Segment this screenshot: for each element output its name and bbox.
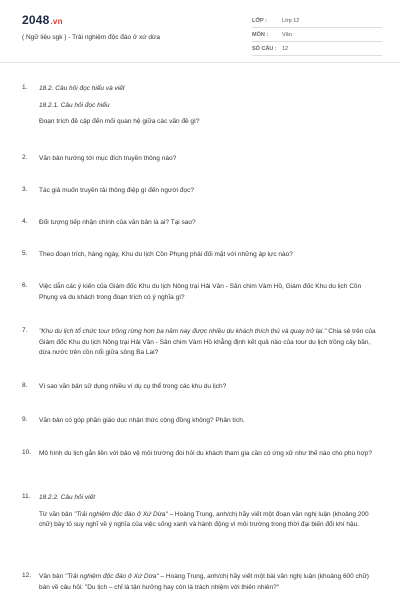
question-number: 3. <box>22 186 28 193</box>
question-text: Văn bản có góp phần giáo dục nhận thức cộng đồng không? Phân tích. <box>39 417 245 424</box>
question-text: Đối tượng tiếp nhận chính của văn bản là ai? Tại sao? <box>39 219 196 226</box>
question-number: 12. <box>22 572 32 579</box>
question-number: 2. <box>22 154 28 161</box>
document-title: ( Ngữ liệu sgk ) - Trải nghiệm độc đáo ở xứ dừa <box>22 34 160 41</box>
question-pre: Văn bản <box>39 573 66 580</box>
question-body <box>39 493 380 531</box>
question-text: Mô hình du lịch gắn liền với bảo vệ môi trường đòi hỏi du khách tham gia cần có ứng xử như thế nào cho phù hợp? <box>39 450 373 457</box>
meta-value: Lớp 12 <box>282 17 300 24</box>
question-number: 1. <box>22 84 28 91</box>
meta-row-subject <box>252 28 382 42</box>
subsection-heading: 18.2.1. Câu hỏi đọc hiểu <box>39 101 110 109</box>
question-text: Văn bản hướng tới mục đích truyền thông nào? <box>39 155 177 162</box>
question-number: 7. <box>22 327 28 334</box>
question-text: Chia sẻ trên của Giám đốc Khu du lịch Nông trại Hải Vân - Sân chim Vàm Hồ khẳng định kết quả nào của tour du lịch trồng cây bần, dừa nước trên cồn nổi giữa sông Ba Lai? <box>39 328 376 356</box>
question-body <box>39 572 380 593</box>
question-quote: "Khu du lịch tổ chức tour trồng rừng hơn ba năm nay được nhiều du khách thích thú và quay trở lại." <box>39 328 327 335</box>
question-number: 11. <box>22 493 31 500</box>
logo-main: 2048 <box>22 13 50 27</box>
question-text: – Hoàng Trung, anh/chị hãy viết một bài văn nghị luận (khoảng 600 chữ) bàn về câu hỏi: "Du lịch – chỉ là tận hưởng hay còn là trách nhiệm với thiên nhiên?" <box>39 573 369 591</box>
question-number: 9. <box>22 416 28 423</box>
meta-row-count <box>252 42 382 56</box>
question-text: Việc dẫn các ý kiến của Giám đốc Khu du lịch Nông trại Hải Vân - Sân chim Vàm Hồ, Giám đốc Khu du lịch Cồn Phụng và du khách trong đoạn trích có ý nghĩa gì? <box>39 283 362 301</box>
section-heading: 18.2. Câu hỏi đọc hiểu và viết <box>39 85 125 92</box>
meta-value: 12 <box>282 45 289 52</box>
question-text: Đoạn trích đề cập đến mối quan hệ giữa các vấn đề gì? <box>39 118 200 125</box>
meta-label: LỚP : <box>252 17 267 24</box>
meta-value: Văn <box>282 31 292 38</box>
site-logo[interactable] <box>22 13 63 27</box>
question-number: 6. <box>22 282 28 289</box>
question-number: 10. <box>22 449 32 456</box>
section-heading: 18.2.2. Câu hỏi viết <box>39 494 96 501</box>
page-header <box>0 0 400 62</box>
question-body <box>39 327 380 359</box>
meta-label: SỐ CÂU : <box>252 45 277 52</box>
header-divider <box>0 62 400 63</box>
logo-suffix: .vn <box>50 17 63 26</box>
question-number: 4. <box>22 218 28 225</box>
meta-label: MÔN : <box>252 31 269 38</box>
question-number: 5. <box>22 250 28 257</box>
question-text: Tác giả muốn truyền tải thông điệp gì đến người đọc? <box>39 187 194 194</box>
question-text: Theo đoạn trích, hàng ngày, Khu du lịch Cồn Phụng phải đối mặt với những áp lực nào? <box>39 251 293 258</box>
question-quote: "Trải nghiệm độc đáo ở Xứ Dừa" <box>74 510 168 518</box>
meta-table <box>252 14 382 56</box>
question-quote: "Trải nghiệm độc đáo ở Xứ Dừa" <box>65 573 159 580</box>
question-text: – Hoàng Trung, anh/chị hãy viết một đoạn văn nghị luận (khoảng 200 chữ) bày tỏ suy nghĩ về ý nghĩa của việc sống xanh và hành động vì môi trường trong thời đại biến đổi khí hậu. <box>39 510 369 528</box>
question-text: Vì sao văn bản sử dụng nhiều ví dụ cụ thể trong các khu du lịch? <box>39 383 227 390</box>
question-number: 8. <box>22 382 28 389</box>
meta-row-class <box>252 14 382 28</box>
question-text-block <box>39 510 380 531</box>
question-pre: Từ văn bản <box>39 510 75 518</box>
question-body <box>39 84 380 128</box>
